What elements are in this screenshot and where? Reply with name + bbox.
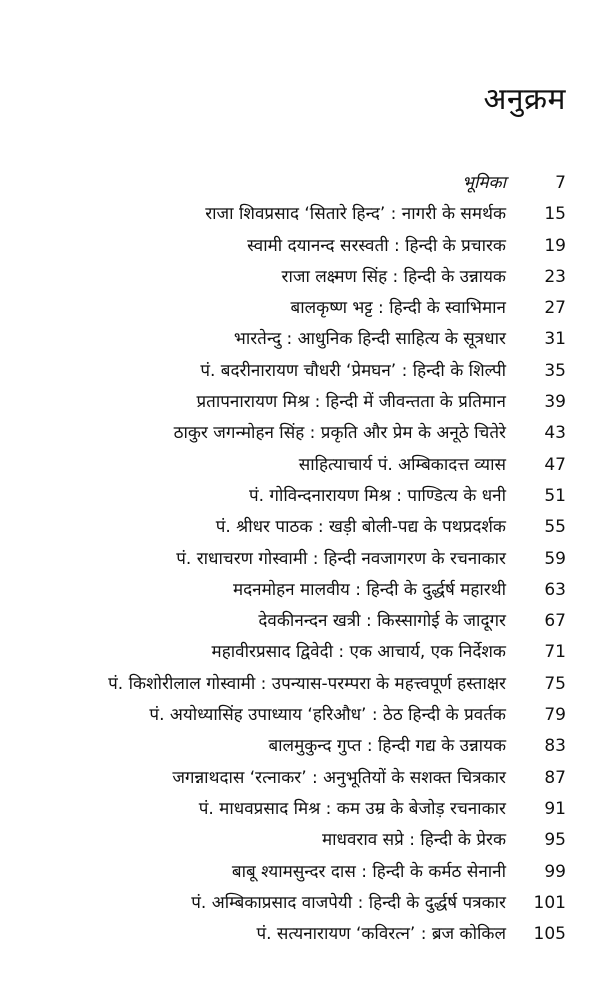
toc-entry (0, 231, 600, 262)
toc-entry (0, 857, 600, 888)
toc-entry (0, 481, 600, 512)
toc-entry-title: माधवराव सप्रे : हिन्दी के प्रेरक (321, 830, 506, 851)
toc-entry-page-number: 55 (544, 517, 566, 538)
toc-entry (0, 731, 600, 762)
toc-entry-page-number: 51 (544, 485, 566, 506)
toc-entry-title: साहित्याचार्य पं. अम्बिकादत्त व्यास (298, 454, 506, 475)
toc-entry (0, 888, 600, 919)
toc-entry-title: भारतेन्दु : आधुनिक हिन्दी साहित्य के सूत्रधार (233, 329, 506, 350)
toc-entry-page-number: 27 (544, 298, 566, 319)
toc-entry-page-number: 105 (533, 924, 566, 945)
toc-entry-page-number: 59 (544, 548, 566, 569)
toc-entry-page-number: 83 (544, 736, 566, 757)
toc-entry (0, 418, 600, 449)
toc-entry (0, 324, 600, 355)
toc-entry-page-number: 47 (544, 454, 566, 475)
toc-entry-title: पं. श्रीधर पाठक : खड़ी बोली-पद्य के पथप्रदर्शक (215, 517, 506, 538)
toc-entry-title: पं. गोविन्दनारायण मिश्र : पाण्डित्य के धनी (248, 485, 506, 506)
toc-entry-title: पं. अयोध्यासिंह उपाध्याय ‘हरिऔध’ : ठेठ हिन्दी के प्रवर्तक (149, 705, 506, 726)
toc-entry-title: बालकृष्ण भट्ट : हिन्दी के स्वाभिमान (290, 298, 506, 319)
toc-entry-title: स्वामी दयानन्द सरस्वती : हिन्दी के प्रचारक (247, 235, 506, 256)
toc-entry (0, 575, 600, 606)
toc-entry (0, 825, 600, 856)
toc-entry-page-number: 7 (555, 173, 566, 193)
page-title: अनुक्रम (483, 82, 566, 117)
toc-entry (0, 919, 600, 950)
toc-entry-title: पं. माधवप्रसाद मिश्र : कम उम्र के बेजोड़ रचनाकार (198, 798, 506, 819)
toc-entry-page-number: 95 (544, 830, 566, 851)
toc-entry-page-number: 87 (544, 767, 566, 788)
toc-entry-page-number: 101 (533, 892, 566, 913)
toc-entry (0, 637, 600, 668)
toc-entry (0, 512, 600, 543)
toc-entry (0, 293, 600, 324)
toc-entry (0, 763, 600, 794)
toc-entry (0, 356, 600, 387)
toc-entry (0, 450, 600, 481)
toc-entry-title: ठाकुर जगन्मोहन सिंह : प्रकृति और प्रेम के अनूठे चितेरे (173, 423, 506, 444)
toc-entry-title: पं. बदरीनारायण चौधरी ‘प्रेमघन’ : हिन्दी के शिल्पी (200, 360, 506, 381)
toc-entry (0, 794, 600, 825)
table-of-contents (0, 168, 600, 950)
toc-entry-title: भूमिका (462, 173, 506, 193)
toc-entry-title: प्रतापनारायण मिश्र : हिन्दी में जीवन्तता के प्रतिमान (196, 392, 506, 413)
toc-entry (0, 544, 600, 575)
toc-entry (0, 700, 600, 731)
toc-entry-page-number: 67 (544, 611, 566, 632)
toc-entry-page-number: 79 (544, 705, 566, 726)
toc-entry-page-number: 35 (544, 360, 566, 381)
toc-entry-title: मदनमोहन मालवीय : हिन्दी के दुर्द्धर्ष महारथी (232, 579, 506, 600)
toc-entry-title: पं. सत्यनारायण ‘कविरत्न’ : ब्रज कोकिल (256, 924, 506, 945)
toc-entry-title: पं. राधाचरण गोस्वामी : हिन्दी नवजागरण के रचनाकार (176, 548, 506, 569)
toc-entry-title: राजा लक्ष्मण सिंह : हिन्दी के उन्नायक (281, 266, 506, 287)
toc-entry-page-number: 31 (544, 329, 566, 350)
toc-entry-page-number: 15 (544, 204, 566, 225)
toc-entry-title: महावीरप्रसाद द्विवेदी : एक आचार्य, एक निर्देशक (211, 642, 506, 663)
toc-entry (0, 669, 600, 700)
toc-entry-title: देवकीनन्दन खत्री : किस्सागोई के जादूगर (258, 611, 506, 632)
toc-entry (0, 387, 600, 418)
toc-entry-page-number: 39 (544, 392, 566, 413)
toc-entry (0, 606, 600, 637)
toc-entry-title: जगन्नाथदास ‘रत्नाकर’ : अनुभूतियों के सशक्त चित्रकार (172, 767, 506, 788)
toc-entry (0, 168, 600, 199)
toc-entry-page-number: 91 (544, 798, 566, 819)
toc-entry-title: राजा शिवप्रसाद ‘सितारे हिन्द’ : नागरी के समर्थक (205, 204, 506, 225)
toc-entry-page-number: 43 (544, 423, 566, 444)
toc-entry-page-number: 71 (544, 642, 566, 663)
toc-entry-page-number: 99 (544, 861, 566, 882)
toc-entry-title: पं. किशोरीलाल गोस्वामी : उपन्यास-परम्परा के महत्त्वपूर्ण हस्ताक्षर (108, 673, 506, 694)
toc-entry-page-number: 63 (544, 579, 566, 600)
toc-entry-page-number: 75 (544, 673, 566, 694)
toc-entry-page-number: 23 (544, 266, 566, 287)
toc-entry-title: बालमुकुन्द गुप्त : हिन्दी गद्य के उन्नायक (268, 736, 506, 757)
toc-entry (0, 199, 600, 230)
toc-entry (0, 262, 600, 293)
toc-entry-page-number: 19 (544, 235, 566, 256)
toc-entry-title: बाबू श्यामसुन्दर दास : हिन्दी के कर्मठ सेनानी (231, 861, 506, 882)
toc-entry-title: पं. अम्बिकाप्रसाद वाजपेयी : हिन्दी के दुर्द्धर्ष पत्रकार (191, 892, 506, 913)
